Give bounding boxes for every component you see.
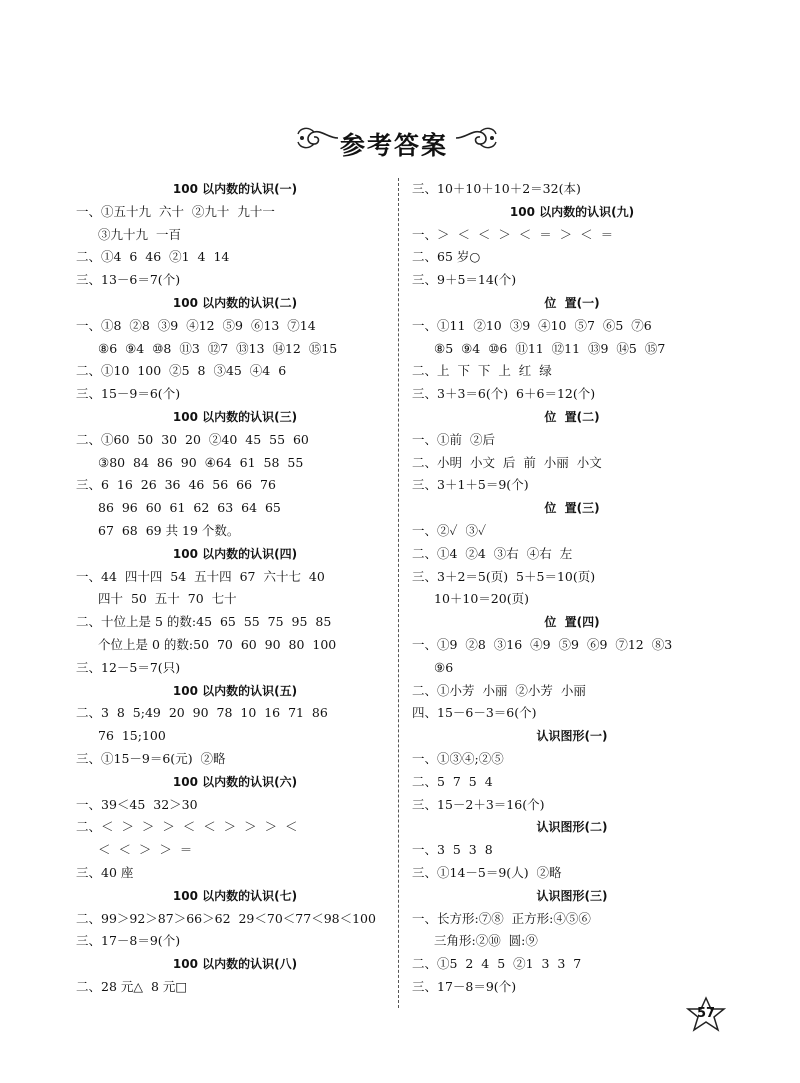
answer-line: 三、①14－5＝9(人) ②略 [412,864,562,880]
section-heading: 位 置(二) [544,409,600,424]
right-ornament-icon [454,122,498,152]
answer-line: 三、17－8＝9(个) [76,933,181,949]
answer-line: 一、长方形:⑦⑧ 正方形:④⑤⑥ [412,910,591,926]
answer-line: 三、15－2＋3＝16(个) [412,796,545,812]
answer-line: 三、6 16 26 36 46 56 66 76 [76,477,276,493]
answer-line: ⑧5 ⑨4 ⑩6 ⑪11 ⑫11 ⑬9 ⑭5 ⑮7 [434,340,666,356]
section-heading: 100 以内数的认识(四) [172,546,298,561]
answer-line: 二、28 元△ 8 元□ [76,978,188,994]
answer-line: 三、17－8＝9(个) [412,978,517,994]
section-heading: 100 以内数的认识(八) [172,957,298,972]
answer-line: 二、上 下 下 上 红 绿 [412,363,552,379]
right-answer-column [412,178,732,999]
answer-line: 86 96 60 61 62 63 64 65 [98,500,281,516]
answer-line: 三、9＋5＝14(个) [412,272,517,288]
answer-line: ⑨6 [434,659,454,675]
answer-line: 二、①4 ②4 ③右 ④右 左 [412,545,573,561]
answer-line: 三、3＋3＝6(个) 6＋6＝12(个) [412,386,596,402]
answer-line: 三、10＋10＋10＋2＝32(本) [412,181,581,196]
section-heading: 100 以内数的认识(六) [172,774,298,789]
answer-line: 一、①五十九 六十 ②九十 九十一 [76,203,275,219]
answer-line: 二、5 7 5 4 [412,773,493,789]
answer-line: 三、①15－9＝6(元) ②略 [76,750,226,766]
section-heading: 100 以内数的认识(五) [172,683,298,698]
section-heading: 位 置(三) [544,501,600,516]
answer-line: 三、3＋2＝5(页) 5＋5＝10(页) [412,568,596,584]
section-heading: 认识图形(三) [536,888,608,903]
answer-line: 一、3 5 3 8 [412,842,493,858]
answer-line: 一、①8 ②8 ③9 ④12 ⑤9 ⑥13 ⑦14 [76,317,316,333]
answer-line: 二、①60 50 30 20 ②40 45 55 60 [76,431,309,447]
answer-line: 二、＜ ＞ ＞ ＞ ＜ ＜ ＞ ＞ ＞ ＜ [76,819,298,835]
section-heading: 100 以内数的认识(三) [172,409,298,424]
section-heading: 100 以内数的认识(七) [172,888,298,903]
answer-line: 三、12－5＝7(只) [76,659,181,675]
section-heading: 100 以内数的认识(一) [172,182,298,196]
section-heading: 认识图形(一) [536,729,608,744]
answer-line: 二、65 岁○ [412,249,481,265]
answer-line: 四十 50 五十 70 七十 [98,591,237,607]
answer-line: ③80 84 86 90 ④64 61 58 55 [98,454,304,470]
answer-line: 二、①4 6 46 ②1 4 14 [76,249,230,265]
answer-line: 个位上是 0 的数:50 70 60 90 80 100 [98,636,337,652]
answer-line: 一、44 四十四 54 五十四 67 六十七 40 [76,568,325,584]
section-heading: 100 以内数的认识(二) [172,295,298,310]
answer-line: 一、①11 ②10 ③9 ④10 ⑤7 ⑥5 ⑦6 [412,317,652,333]
answer-line: 四、15－6－3＝6(个) [412,705,537,721]
answer-line: 二、①10 100 ②5 8 ③45 ④4 6 [76,363,287,379]
section-heading: 认识图形(二) [536,820,608,835]
page-number-badge [684,996,728,1032]
section-heading: 100 以内数的认识(九) [509,204,635,219]
left-ornament-icon [296,122,340,152]
column-divider [398,178,399,1008]
answer-line: 三、15－9＝6(个) [76,386,181,402]
answer-line: 10＋10＝20(页) [434,591,529,607]
answer-line: 三、13－6＝7(个) [76,272,181,288]
answer-line: 三角形:②⑩ 圆:⑨ [434,933,538,949]
answer-line: 二、小明 小文 后 前 小丽 小文 [412,454,602,470]
answer-line: 二、①5 2 4 5 ②1 3 3 7 [412,956,582,972]
answer-line: 二、99＞92＞87＞66＞62 29＜70＜77＜98＜100 [76,910,376,926]
answer-line: ＜ ＜ ＞ ＞ ＝ [98,842,193,858]
answer-line: 一、39＜45 32＞30 [76,796,198,812]
answer-line: 二、①小芳 小丽 ②小芳 小丽 [412,682,586,698]
section-heading: 位 置(四) [544,615,600,630]
left-answer-column [76,178,394,999]
section-heading: 位 置(一) [544,295,600,310]
answer-line: 一、＞ ＜ ＜ ＞ ＜ ＝ ＞ ＜ ＝ [412,226,614,242]
answer-line: 76 15;100 [98,728,166,744]
answer-line: 67 68 69 共 19 个数。 [98,522,240,538]
answer-key-title-banner [0,122,800,168]
answer-line: 二、十位上是 5 的数:45 65 55 75 95 85 [76,614,332,630]
answer-line: 三、3＋1＋5＝9(个) [412,477,529,493]
answer-line: 一、①9 ②8 ③16 ④9 ⑤9 ⑥9 ⑦12 ⑧3 [412,636,673,652]
page-number: 57 [696,1006,716,1021]
answer-line: ③九十九 一百 [98,226,181,242]
answer-line: 一、①前 ②后 [412,431,495,447]
answer-line: 一、②✓ ③✓ [412,522,487,538]
page-title: 参考答案 [340,131,449,160]
answer-line: 三、40 座 [76,864,134,880]
answer-line: ⑧6 ⑨4 ⑩8 ⑪3 ⑫7 ⑬13 ⑭12 ⑮15 [98,340,338,356]
answer-line: 一、①③④;②⑤ [412,750,504,766]
answer-line: 二、3 8 5;49 20 90 78 10 16 71 86 [76,705,328,721]
